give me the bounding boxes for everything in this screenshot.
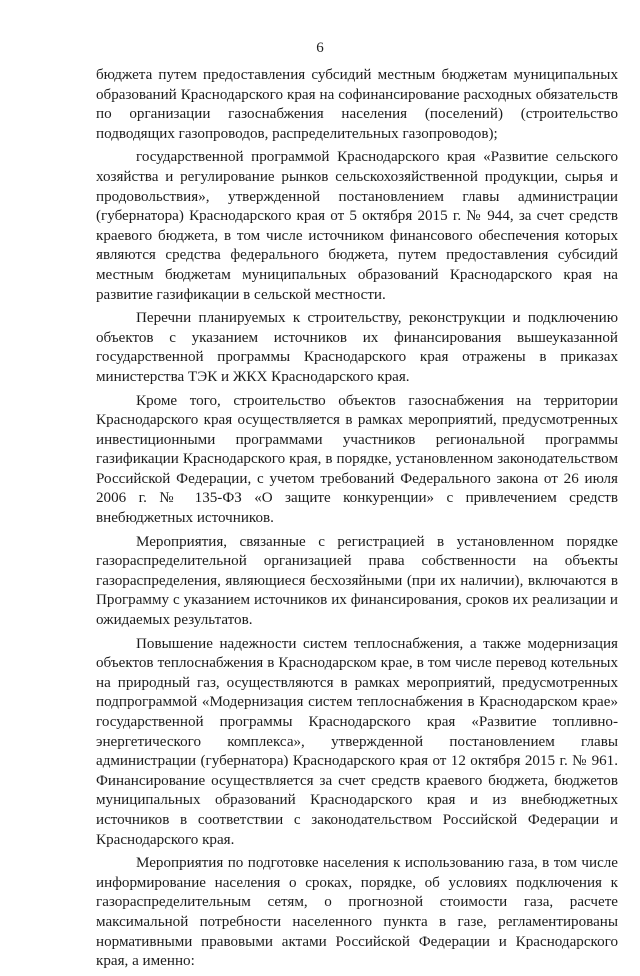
paragraph-construction-lists: Перечни планируемых к строительству, реконструкции и подключению объектов с указанием источников их финансирования вышеуказанной государственной программы Краснодарского края отражены в приказах министерства ТЭК и ЖКХ Краснодарского края. [96,310,618,385]
paragraph-ownership-registration: Мероприятия, связанные с регистрацией в установленном порядке газораспределительной организацией права собственности на объекты газораспределения, являющиеся бесхозяйными (при их наличии), включаются в Программу с указанием источников их финансирования, сроков их реализации и ожидаемых результатов. [96,533,618,629]
paragraph-heat-supply: Повышение надежности систем теплоснабжения, а также модернизация объектов теплоснабжения в Краснодарском крае, в том числе перевод котельных на природный газ, осуществляются в рамках мероприятий, предусмотренных подпрограммой «Модернизация систем теплоснабжения в Краснодарском крае» государственной программы Краснодарского края «Развитие топливно-энергетического комплекса», утвержденной постановлением главы администрации (губернатора) Краснодарского края от 12 октября 2015 г. № 961. Финансирование осуществляется за счет средств краевого бюджета, бюджетов муниципальных образований Краснодарского края и из внебюджетных источников в соответствии с законодательством Российской Федерации и Краснодарского края. [96,635,618,848]
paragraph-population-preparation: Мероприятия по подготовке населения к использованию газа, в том числе информирование населения о сроках, порядке, об условиях подключения к газораспределительным сетям, о прогнозной стоимости газа, расчете максимальной потребности населенного пункта в газе, регламентированы нормативными правовыми актами Российской Федерации и Краснодарского края, а именно: [96,855,618,970]
paragraph-budget-subsidies: бюджета путем предоставления субсидий местным бюджетам муниципальных образований Краснодарского края на софинансирование расходных обязательств по организации газоснабжения населения (поселений) (строительство подводящих газопроводов, распределительных газопроводов); [96,67,618,142]
page-number: 6 [316,40,324,56]
paragraph-agriculture-program: государственной программой Краснодарского края «Развитие сельского хозяйства и регулирование рынков сельскохозяйственной продукции, сырья и продовольствия», утвержденной постановлением главы администрации (губернатора) Краснодарского края от 5 октября 2015 г. № 944, за счет средств краевого бюджета, в том числе источником финансового обеспечения которых являются средства федерального бюджета, путем предоставления субсидий местным бюджетам муниципальных образований Краснодарского края на развитие газификации в сельской местности. [96,149,618,303]
document-body [96,66,618,976]
paragraph-investment-programs: Кроме того, строительство объектов газоснабжения на территории Краснодарского края осуществляется в рамках мероприятий, предусмотренных инвестиционными программами участников региональной программы газификации Краснодарского края, в порядке, установленном законодательством Российской Федерации, с учетом требований Федерального закона от 26 июля 2006 г. № 135-ФЗ «О защите конкуренции» с привлечением средств внебюджетных источников. [96,392,618,527]
